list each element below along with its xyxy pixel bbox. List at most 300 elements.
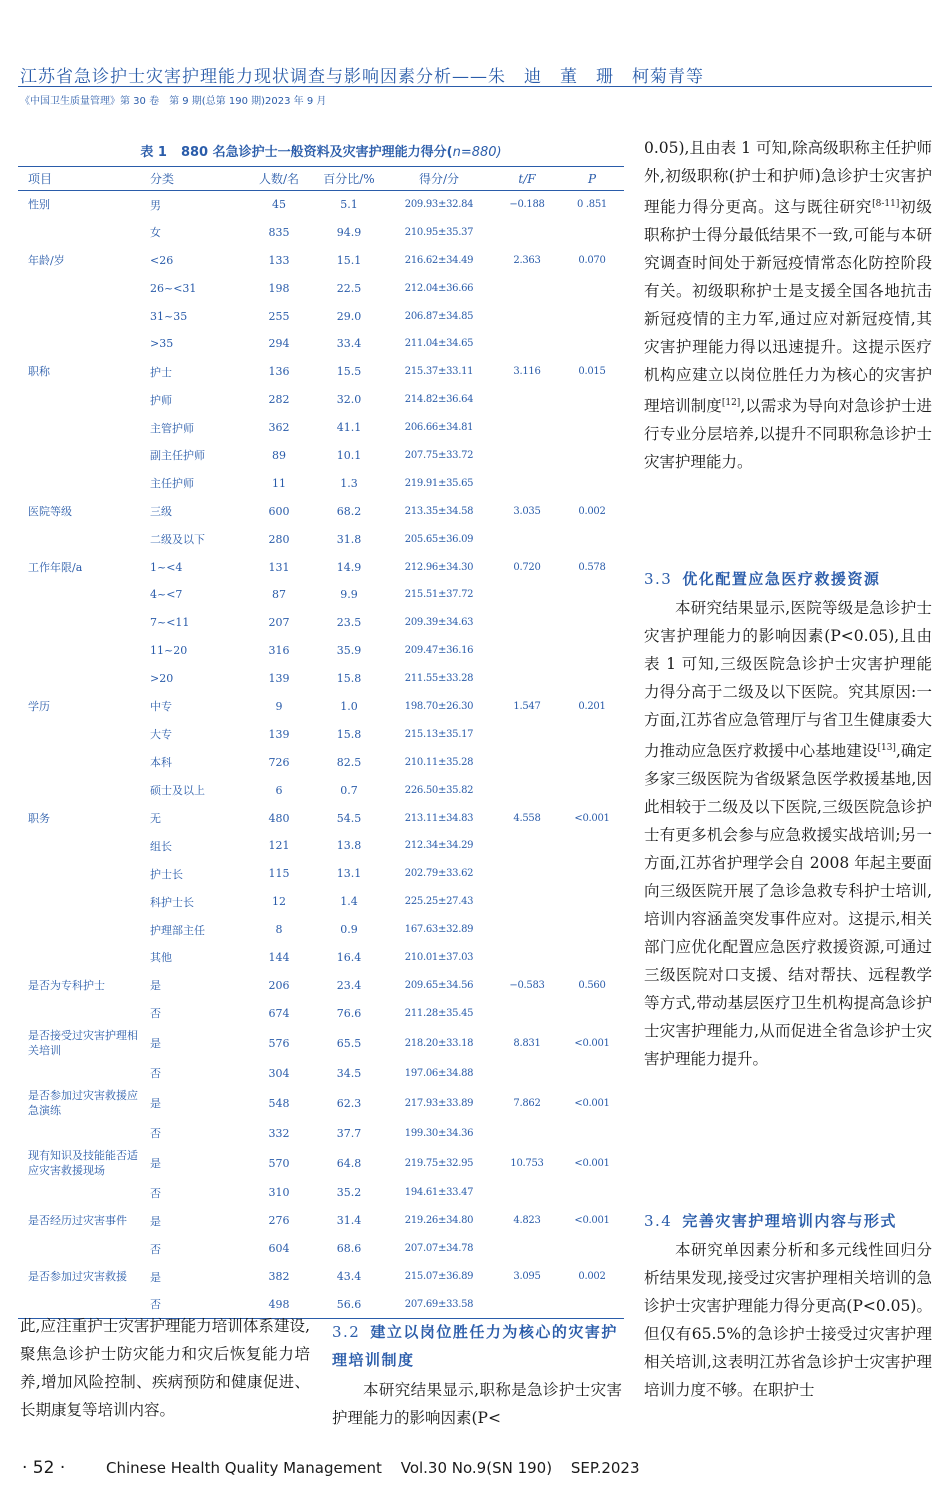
cell-item: 学历 xyxy=(28,699,50,713)
cell-tf xyxy=(494,1235,560,1263)
table-body xyxy=(18,191,624,1319)
cell-item xyxy=(18,665,144,693)
cell-item xyxy=(18,581,144,609)
cell-percent: 31.8 xyxy=(336,532,362,546)
para3-text: 本研究单因素分析和多元线性回归分析结果发现,接受过灾害护理相关培训的急诊护士灾害护理能力得分更高(P<0.05)。但仅有65.5%的急诊护士接受过灾害护理相关培训,这表明江苏省急诊护士灾害护理培训力度不够。在职护士 xyxy=(644,1241,932,1399)
cell-score: 207.75±33.72 xyxy=(404,449,474,461)
cell-percent: 68.6 xyxy=(336,1242,362,1256)
cell-percent: 94.9 xyxy=(336,225,362,239)
cell-p xyxy=(560,1179,624,1207)
cell-p xyxy=(560,637,624,665)
cell-p xyxy=(560,525,624,553)
cell-item xyxy=(18,1119,144,1147)
table-row xyxy=(18,581,624,609)
table-row xyxy=(18,1179,624,1207)
cell-count: 12 xyxy=(272,895,286,909)
cell-category: 女 xyxy=(150,226,161,240)
cell-p xyxy=(560,609,624,637)
cell-tf xyxy=(494,776,560,804)
cell-score: 213.11±34.83 xyxy=(404,812,474,824)
cell-count: 45 xyxy=(272,198,286,212)
cell-p xyxy=(560,302,624,330)
cell-item xyxy=(18,720,144,748)
table-row xyxy=(18,1027,624,1059)
right-paragraph-1 xyxy=(644,134,932,476)
cell-score: 215.37±33.11 xyxy=(404,366,474,378)
section-3-2-heading xyxy=(332,1318,622,1374)
cell-percent: 32.0 xyxy=(336,393,362,407)
cell-p: 0.002 xyxy=(578,505,606,517)
cell-percent: 35.9 xyxy=(336,644,362,658)
cell-percent: 5.1 xyxy=(340,198,358,212)
cell-score: 212.34±34.29 xyxy=(404,840,474,852)
cell-p: 0 .851 xyxy=(576,199,607,211)
cell-count: 276 xyxy=(268,1214,290,1228)
cell-category: 是 xyxy=(150,1037,161,1051)
cell-percent: 15.1 xyxy=(336,253,362,267)
cell-count: 87 xyxy=(272,588,286,602)
cell-category: 否 xyxy=(150,1067,161,1081)
table-row xyxy=(18,330,624,358)
section-3-4-heading xyxy=(644,1210,932,1231)
cell-count: 570 xyxy=(268,1156,290,1170)
cell-score: 226.50±35.82 xyxy=(404,784,474,796)
cell-item: 医院等级 xyxy=(28,504,72,518)
cell-category: 护理部主任 xyxy=(150,923,205,937)
cell-count: 332 xyxy=(268,1126,290,1140)
cell-p xyxy=(560,469,624,497)
cell-p xyxy=(560,916,624,944)
ref-8-11: [8-11] xyxy=(872,199,900,209)
cell-tf xyxy=(494,1119,560,1147)
cell-item: 是否为专科护士 xyxy=(28,978,105,992)
cell-percent: 13.8 xyxy=(336,839,362,853)
table-row xyxy=(18,302,624,330)
cell-item xyxy=(18,860,144,888)
cell-category: 其他 xyxy=(150,951,172,965)
th-p: P xyxy=(560,167,624,191)
cell-percent: 65.5 xyxy=(336,1036,362,1050)
cell-item xyxy=(18,916,144,944)
cell-category: 否 xyxy=(144,1291,244,1319)
cell-item: 年龄/岁 xyxy=(28,253,65,267)
cell-category: 科护士长 xyxy=(150,895,194,909)
cell-item xyxy=(18,442,144,470)
cell-p xyxy=(560,218,624,246)
section-number: 3.4 xyxy=(644,1212,673,1230)
cell-count: 8 xyxy=(275,923,283,937)
table-row xyxy=(18,246,624,274)
cell-percent: 22.5 xyxy=(336,281,362,295)
cell-category: 副主任护师 xyxy=(150,449,205,463)
cell-tf xyxy=(494,860,560,888)
table-row xyxy=(18,916,624,944)
cell-score: 215.07±36.89 xyxy=(404,1271,474,1283)
cell-tf: 3.095 xyxy=(513,1271,541,1283)
cell-percent: 31.4 xyxy=(336,1214,362,1228)
cell-tf xyxy=(494,330,560,358)
journal-name: Chinese Health Quality Management xyxy=(106,1459,382,1477)
cell-tf xyxy=(494,1059,560,1087)
table-row xyxy=(18,469,624,497)
cell-p: 0.560 xyxy=(578,979,606,991)
cell-tf xyxy=(494,720,560,748)
cell-p xyxy=(560,442,624,470)
cell-score: 210.95±35.37 xyxy=(404,226,474,238)
cell-item xyxy=(18,944,144,972)
page-footer xyxy=(22,1458,654,1478)
cell-tf: 0.720 xyxy=(513,561,541,573)
cell-percent: 54.5 xyxy=(336,811,362,825)
cell-percent: 29.0 xyxy=(336,309,362,323)
cell-count: 726 xyxy=(268,755,290,769)
cell-score: 219.75±32.95 xyxy=(404,1157,474,1169)
cell-score: 210.01±37.03 xyxy=(404,951,474,963)
cell-tf xyxy=(494,1179,560,1207)
cell-score: 217.93±33.89 xyxy=(404,1097,474,1109)
cell-count: 604 xyxy=(268,1242,290,1256)
cell-category: 无 xyxy=(150,812,161,826)
cell-item xyxy=(18,414,144,442)
cell-tf: 8.831 xyxy=(513,1037,541,1049)
cell-category: 本科 xyxy=(150,756,172,770)
table-row xyxy=(18,1059,624,1087)
cell-percent: 41.1 xyxy=(336,421,362,435)
cell-count: 382 xyxy=(268,1270,290,1284)
table-row xyxy=(18,218,624,246)
cell-tf xyxy=(494,218,560,246)
cell-category: <26 xyxy=(150,253,174,267)
cell-category: 三级 xyxy=(150,505,172,519)
para1-part-b: 初级职称护士得分最低结果不一致,可能与本研究调查时间处于新冠疫情常态化防控阶段有关。初级职称护士是支援全国各地抗击新冠疫情的主力军,通过应对新冠疫情,其灾害护理能力得以迅速提升。这提示医疗机构应建立以岗位胜任力为核心的灾害护理培训制度 xyxy=(644,198,932,416)
table-caption xyxy=(18,140,624,166)
cell-p xyxy=(560,1235,624,1263)
cell-percent: 16.4 xyxy=(336,950,362,964)
cell-item: 是否参加过灾害救援 xyxy=(28,1270,127,1284)
cell-category: 是 xyxy=(150,1097,161,1111)
cell-count: 207 xyxy=(268,616,290,630)
table-row xyxy=(18,971,624,999)
cell-item: 现有知识及技能能否适应灾害救援现场 xyxy=(28,1149,138,1177)
th-percent: 百分比/% xyxy=(314,167,384,191)
cell-score: 216.62±34.49 xyxy=(404,254,474,266)
cell-tf xyxy=(494,386,560,414)
cell-item xyxy=(18,386,144,414)
cell-category: >20 xyxy=(150,672,174,686)
para1-part-a: 0.05),且由表 1 可知,除高级职称主任护师外,初级职称(护士和护师)急诊护士灾害护理能力得分更高。这与既往研究 xyxy=(644,139,932,217)
cell-score: 213.35±34.58 xyxy=(404,505,474,517)
cell-count: 316 xyxy=(268,644,290,658)
cell-score: 209.93±32.84 xyxy=(404,199,474,211)
cell-percent: 0.9 xyxy=(340,923,358,937)
cell-score: 206.87±34.85 xyxy=(404,310,474,322)
cell-p: <0.001 xyxy=(574,1157,610,1169)
cell-score: 211.28±35.45 xyxy=(404,1007,474,1019)
table-row xyxy=(18,860,624,888)
left-bottom-paragraph xyxy=(20,1312,310,1424)
cell-score: 207.07±34.78 xyxy=(404,1243,474,1255)
cell-percent: 56.6 xyxy=(314,1291,384,1319)
cell-p: 0.015 xyxy=(578,366,606,378)
cell-percent: 15.5 xyxy=(336,365,362,379)
table-n: n=880) xyxy=(452,145,502,160)
cell-count: 280 xyxy=(268,532,290,546)
cell-percent: 33.4 xyxy=(336,337,362,351)
cell-count: 548 xyxy=(268,1096,290,1110)
cell-item: 是否参加过灾害救援应急演练 xyxy=(28,1089,138,1118)
cell-percent: 13.1 xyxy=(336,867,362,881)
table-row xyxy=(18,1207,624,1235)
cell-p xyxy=(560,944,624,972)
cell-category: 二级及以下 xyxy=(150,533,205,547)
cell-count: 304 xyxy=(268,1066,290,1080)
para1-part-c: ,以需求为导向对急诊护士进行专业分层培养,以提升不同职称急诊护士灾害护理能力。 xyxy=(644,397,932,472)
cell-p xyxy=(560,860,624,888)
cell-percent: 1.4 xyxy=(340,895,358,909)
cell-p xyxy=(560,999,624,1027)
section-title: 优化配置应急医疗救援资源 xyxy=(682,570,881,588)
cell-item: 职务 xyxy=(28,811,50,825)
left-bottom-text: 此,应注重护士灾害护理能力培训体系建设,聚焦急诊护士防灾能力和灾后恢复能力培养,增加风险控制、疾病预防和健康促进、长期康复等培训内容。 xyxy=(20,1317,310,1419)
cell-p xyxy=(560,414,624,442)
cell-category: 26~<31 xyxy=(150,281,197,295)
cell-tf xyxy=(494,469,560,497)
cell-tf: −0.188 xyxy=(509,199,545,211)
cell-category: 是 xyxy=(150,1157,161,1170)
cell-score: 219.91±35.65 xyxy=(404,477,474,489)
table-row xyxy=(18,1235,624,1263)
running-title: 江苏省急诊护士灾害护理能力现状调查与影响因素分析——朱 迪 董 珊 柯菊青等 xyxy=(20,67,704,87)
cell-category: 组长 xyxy=(150,839,172,853)
cell-tf xyxy=(494,748,560,776)
cell-score: 205.65±36.09 xyxy=(404,533,474,545)
cell-percent: 64.8 xyxy=(336,1156,362,1170)
cell-percent: 37.7 xyxy=(336,1126,362,1140)
table-row xyxy=(18,999,624,1027)
cell-count: 674 xyxy=(268,1006,290,1020)
cell-category: 4~<7 xyxy=(150,588,183,602)
th-tf: t/F xyxy=(494,167,560,191)
cell-count: 139 xyxy=(268,672,290,686)
journal-date: SEP.2023 xyxy=(570,1459,640,1477)
cell-category: 11~20 xyxy=(150,644,188,658)
cell-item: 是否经历过灾害事件 xyxy=(28,1214,127,1228)
cell-category: 大专 xyxy=(150,728,172,742)
cell-tf: 1.547 xyxy=(513,700,541,712)
cell-count: 131 xyxy=(268,560,290,574)
table-row xyxy=(18,1087,624,1119)
cell-item: 职称 xyxy=(28,365,50,379)
cell-p: 0.578 xyxy=(578,561,606,573)
cell-score: 207.69±33.58 xyxy=(384,1291,494,1319)
cell-percent: 14.9 xyxy=(336,560,362,574)
cell-item xyxy=(18,1059,144,1087)
cell-tf: 7.862 xyxy=(513,1097,541,1109)
table-row xyxy=(18,1263,624,1291)
cell-tf: 3.116 xyxy=(513,366,541,378)
journal-issue-line: 《中国卫生质量管理》第 30 卷 第 9 期(总第 190 期)2023 年 9 月 xyxy=(20,96,327,107)
header-rule xyxy=(18,86,932,87)
table-row xyxy=(18,358,624,386)
cell-category: 护士长 xyxy=(150,867,183,881)
cell-count: 121 xyxy=(268,839,290,853)
cell-score: 206.66±34.81 xyxy=(404,422,474,434)
table-row xyxy=(18,832,624,860)
cell-count: 89 xyxy=(272,448,286,462)
cell-p xyxy=(560,776,624,804)
cell-item xyxy=(18,302,144,330)
cell-category: 否 xyxy=(150,1007,161,1021)
cell-percent: 23.5 xyxy=(336,616,362,630)
cell-percent: 43.4 xyxy=(336,1270,362,1284)
table-row xyxy=(18,386,624,414)
cell-p xyxy=(560,330,624,358)
cell-p: <0.001 xyxy=(574,1097,610,1109)
cell-item xyxy=(18,999,144,1027)
cell-item xyxy=(18,330,144,358)
table-row xyxy=(18,637,624,665)
cell-count: 144 xyxy=(268,950,290,964)
cell-tf xyxy=(494,442,560,470)
cell-score: 214.82±36.64 xyxy=(404,394,474,406)
cell-p xyxy=(560,720,624,748)
cell-item xyxy=(18,748,144,776)
cell-item xyxy=(18,888,144,916)
cell-score: 219.26±34.80 xyxy=(404,1215,474,1227)
cell-percent: 76.6 xyxy=(336,1006,362,1020)
cell-category: 是 xyxy=(150,1214,161,1228)
cell-category: 否 xyxy=(150,1186,161,1200)
cell-item xyxy=(18,1235,144,1263)
cell-score: 212.04±36.66 xyxy=(404,282,474,294)
cell-percent: 1.3 xyxy=(340,476,358,490)
cell-score: 199.30±34.36 xyxy=(404,1127,474,1139)
cell-score: 225.25±27.43 xyxy=(404,896,474,908)
cell-item: 工作年限/a xyxy=(28,560,83,574)
cell-percent: 15.8 xyxy=(336,727,362,741)
data-table xyxy=(18,166,624,1319)
cell-p xyxy=(560,386,624,414)
cell-count: 294 xyxy=(268,337,290,351)
cell-count: 480 xyxy=(268,811,290,825)
cell-category: 31~35 xyxy=(150,309,188,323)
section-3-2-paragraph xyxy=(332,1376,622,1432)
cell-count: 9 xyxy=(275,699,283,713)
cell-count: 6 xyxy=(275,783,283,797)
cell-count: 133 xyxy=(268,253,290,267)
ref-13: [13] xyxy=(877,743,896,753)
cell-score: 212.96±34.30 xyxy=(404,561,474,573)
table-row xyxy=(18,944,624,972)
cell-count: 206 xyxy=(268,978,290,992)
table-row xyxy=(18,497,624,525)
cell-category: 1~<4 xyxy=(150,560,183,574)
cell-p: 0.070 xyxy=(578,254,606,266)
cell-percent: 35.2 xyxy=(336,1186,362,1200)
table-title: 880 名急诊护士一般资料及灾害护理能力得分( xyxy=(180,145,453,160)
cell-tf xyxy=(494,581,560,609)
table-label: 表 1 xyxy=(140,145,167,160)
cell-score: 209.39±34.63 xyxy=(404,617,474,629)
para2-part-a: 本研究结果显示,医院等级是急诊护士灾害护理能力的影响因素(P<0.05),且由表 1 可知,三级医院急诊护士灾害护理能力得分高于二级及以下医院。究其原因:一方面,江苏省应急管理厅与省卫生健康委大力推动应急医疗救援中心基地建设 xyxy=(644,599,932,761)
table-row xyxy=(18,693,624,721)
cell-tf xyxy=(494,999,560,1027)
cell-category: 主任护师 xyxy=(150,477,194,491)
cell-p xyxy=(560,274,624,302)
cell-p: <0.001 xyxy=(574,1037,610,1049)
cell-tf xyxy=(494,637,560,665)
cell-p: 0.002 xyxy=(578,1271,606,1283)
table-row xyxy=(18,1147,624,1179)
table-row xyxy=(18,665,624,693)
cell-category: 中专 xyxy=(150,700,172,714)
section-title: 完善灾害护理培训内容与形式 xyxy=(682,1212,897,1230)
cell-p xyxy=(560,665,624,693)
cell-count: 600 xyxy=(268,504,290,518)
cell-score: 198.70±26.30 xyxy=(404,700,474,712)
cell-p xyxy=(560,1119,624,1147)
table-row xyxy=(18,274,624,302)
cell-category: 护师 xyxy=(150,393,172,407)
cell-category: 主管护师 xyxy=(150,421,194,435)
cell-count: 11 xyxy=(272,476,286,490)
cell-p xyxy=(560,888,624,916)
cell-category: 是 xyxy=(150,1270,161,1284)
cell-percent: 68.2 xyxy=(336,504,362,518)
right-paragraph-3 xyxy=(644,1236,932,1404)
cell-tf: 4.558 xyxy=(513,812,541,824)
cell-count: 255 xyxy=(268,309,290,323)
cell-category: 7~<11 xyxy=(150,616,190,630)
cell-tf: −0.583 xyxy=(509,979,545,991)
cell-percent: 23.4 xyxy=(336,978,362,992)
cell-tf: 4.823 xyxy=(513,1215,541,1227)
cell-item: 是否接受过灾害护理相关培训 xyxy=(28,1029,138,1058)
cell-score: 218.20±33.18 xyxy=(404,1037,474,1049)
table-row xyxy=(18,442,624,470)
cell-item xyxy=(18,609,144,637)
cell-item xyxy=(18,274,144,302)
table-row xyxy=(18,720,624,748)
cell-p xyxy=(560,1291,624,1319)
page-number: · 52 · xyxy=(22,1458,66,1478)
cell-count: 139 xyxy=(268,727,290,741)
cell-score: 215.51±37.72 xyxy=(404,589,474,601)
cell-percent: 82.5 xyxy=(336,755,362,769)
cell-item xyxy=(18,776,144,804)
section-title: 建立以岗位胜任力为核心的灾害护理培训制度 xyxy=(332,1323,618,1369)
cell-p xyxy=(560,581,624,609)
table-row xyxy=(18,748,624,776)
cell-score: 209.47±36.16 xyxy=(404,645,474,657)
cell-score: 209.65±34.56 xyxy=(404,979,474,991)
cell-p: <0.001 xyxy=(574,1215,610,1227)
cell-item: 性别 xyxy=(28,198,50,212)
cell-item xyxy=(18,218,144,246)
cell-score: 211.04±34.65 xyxy=(404,338,474,350)
th-item: 项目 xyxy=(18,167,144,191)
cell-count: 362 xyxy=(268,421,290,435)
cell-p: <0.001 xyxy=(574,812,610,824)
cell-item xyxy=(18,637,144,665)
cell-category: 否 xyxy=(150,1127,161,1141)
cell-category: >35 xyxy=(150,337,174,351)
th-score: 得分/分 xyxy=(384,167,494,191)
table-row xyxy=(18,553,624,581)
section-number: 3.2 xyxy=(332,1323,361,1341)
cell-score: 211.55±33.28 xyxy=(404,673,474,685)
cell-percent: 0.7 xyxy=(340,783,358,797)
